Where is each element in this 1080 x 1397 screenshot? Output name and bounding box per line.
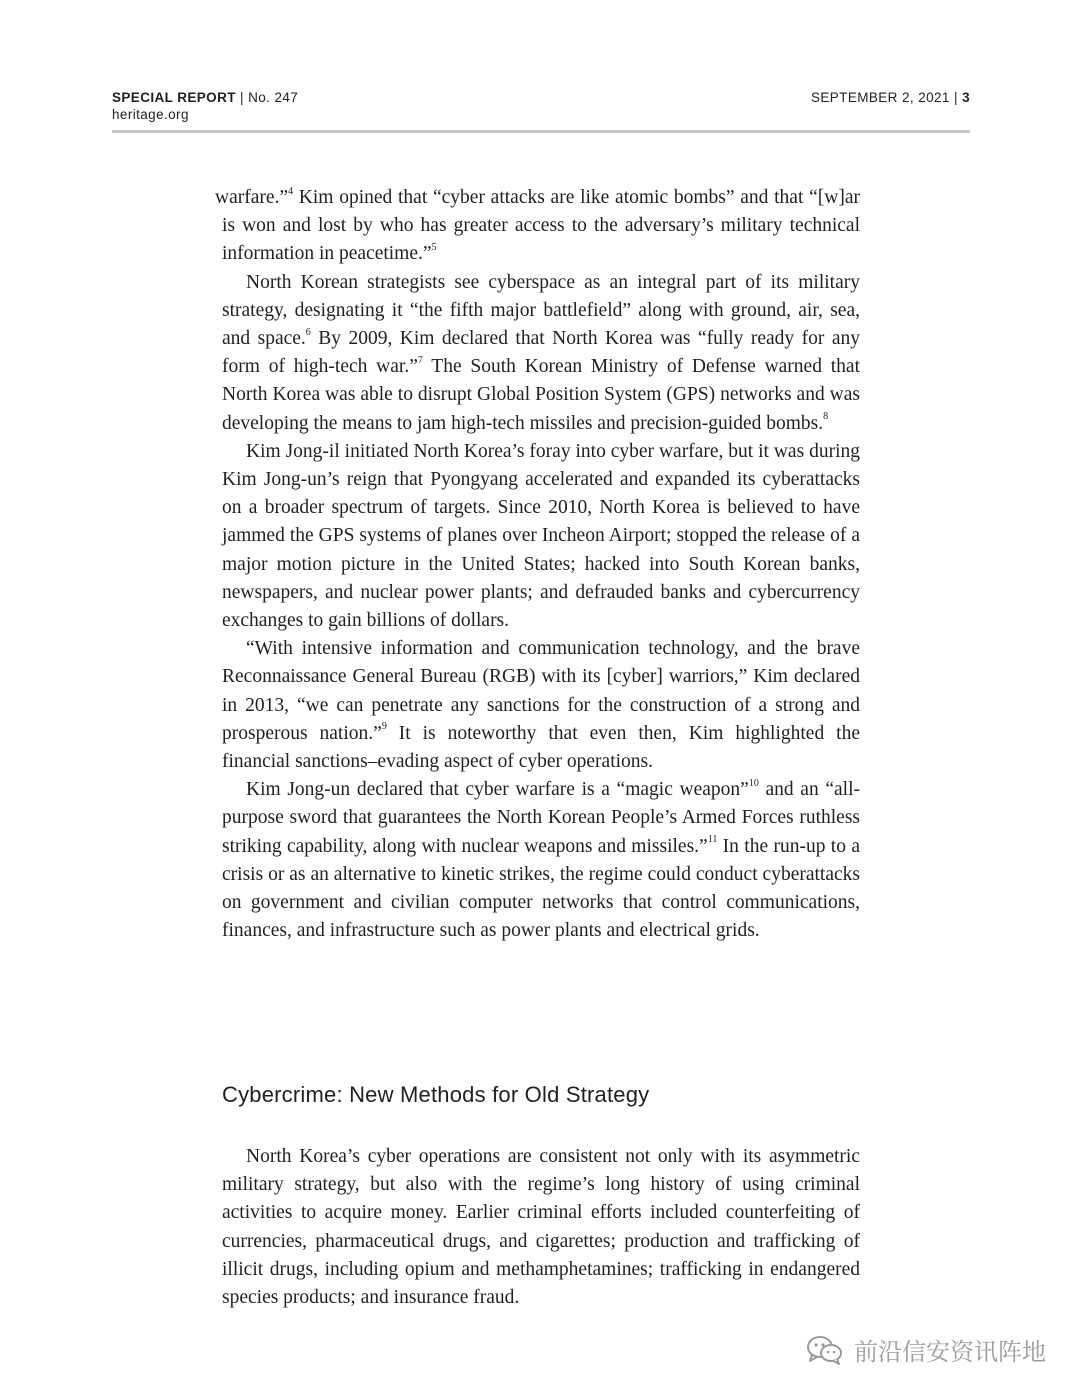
report-number: No. 247 [248, 90, 299, 105]
paragraph-text: “With intensive information and communication technology, and the brave Reconnaissance General Bureau (RGB) with its [cyber] warriors,” Kim declared in 2013, “we can penetrate any sanctions for the construction of a strong and prosperous nation.” [222, 638, 860, 744]
paragraph-text: North Korean strategists see cyberspace as an integral part of its military strategy, designating it “the fifth major battlefield” along with ground, air, sea, and space. [222, 271, 860, 350]
footnote-reference[interactable]: 10 [748, 777, 759, 789]
paragraph-text: Kim opined that “cyber attacks are like atomic bombs” and that “[w]ar is won and lost by who has greater access to the adversary’s military technical information in peacetime.” [222, 187, 860, 265]
footnote-reference[interactable]: 4 [288, 185, 294, 197]
page-number: 3 [962, 90, 970, 105]
watermark-text: 前沿信安资讯阵地 [854, 1338, 1046, 1366]
header-divider [112, 130, 970, 133]
header-separator-right: | [954, 90, 958, 105]
section-heading: Cybercrime: New Methods for Old Strategy [222, 1082, 650, 1107]
paragraph [222, 776, 860, 945]
footnote-reference[interactable]: 9 [381, 721, 387, 733]
paragraph [222, 269, 860, 438]
header-right [811, 89, 970, 106]
paragraph [222, 635, 860, 776]
paragraph-text: In the run-up to a crisis or as an alternative to kinetic strikes, the regime could conduct cyberattacks on government and civilian computer networks that control communications, finances, and infrastructure such as power plants and electrical grids. [222, 835, 860, 942]
watermark [806, 1332, 1046, 1367]
report-label: SPECIAL REPORT [112, 90, 236, 105]
website-link[interactable]: heritage.org [112, 107, 189, 122]
paragraph-text: It is noteworthy that even then, Kim highlighted the financial sanctions–evading aspect of cyber operations. [222, 722, 860, 773]
paragraph-text: and an “all-purpose sword that guarantees the North Korean People’s Armed Forces ruthless striking capability, along with nuclear weapons and missiles.” [222, 779, 860, 857]
section-body [222, 1143, 860, 1312]
header-separator: | [240, 90, 244, 105]
paragraph-text: Kim Jong-un declared that cyber warfare is a “magic weapon” [246, 779, 749, 801]
header-left [112, 89, 298, 123]
footnote-reference[interactable]: 6 [305, 326, 311, 338]
paragraph-text: By 2009, Kim declared that North Korea was “fully ready for any form of high-tech war.” [222, 328, 860, 378]
footnote-reference[interactable]: 7 [417, 354, 423, 366]
section-paragraph: North Korea’s cyber operations are consistent not only with its asymmetric military strategy, but also with the regime’s long history of using criminal activities to acquire money. Earlier criminal efforts included counterfeiting of currencies, pharmaceutical drugs, and cigarettes; production and trafficking of illicit drugs, including opium and methamphetamines; trafficking in endangered species products; and insurance fraud. [222, 1146, 860, 1309]
footnote-reference[interactable]: 11 [707, 834, 718, 846]
report-date: SEPTEMBER 2, 2021 [810, 90, 950, 105]
paragraph-text: The South Korean Ministry of Defense warned that North Korea was able to disrupt Global Position System (GPS) networks and was developing the means to jam high-tech missiles and precision-guided bombs. [222, 356, 860, 434]
paragraph [222, 438, 860, 635]
wechat-icon [806, 1334, 844, 1366]
paragraph-text: Kim Jong-il initiated North Korea’s foray into cyber warfare, but it was during Kim Jong-un’s reign that Pyongyang accelerated and expanded its cyberattacks on a broader spectrum of targets. Since 2010, North Korea is believed to have jammed the GPS systems of planes over Incheon Airport; stopped the release of a major motion picture in the United States; hacked into South Korean banks, newspapers, and nuclear power plants; and defrauded banks and cybercurrency exchanges to gain billions of dollars. [222, 440, 860, 632]
paragraph [215, 184, 860, 269]
footnote-reference[interactable]: 5 [431, 241, 437, 253]
footnote-reference[interactable]: 8 [823, 411, 829, 423]
main-body [215, 184, 860, 945]
paragraph-text: warfare.” [215, 187, 289, 208]
